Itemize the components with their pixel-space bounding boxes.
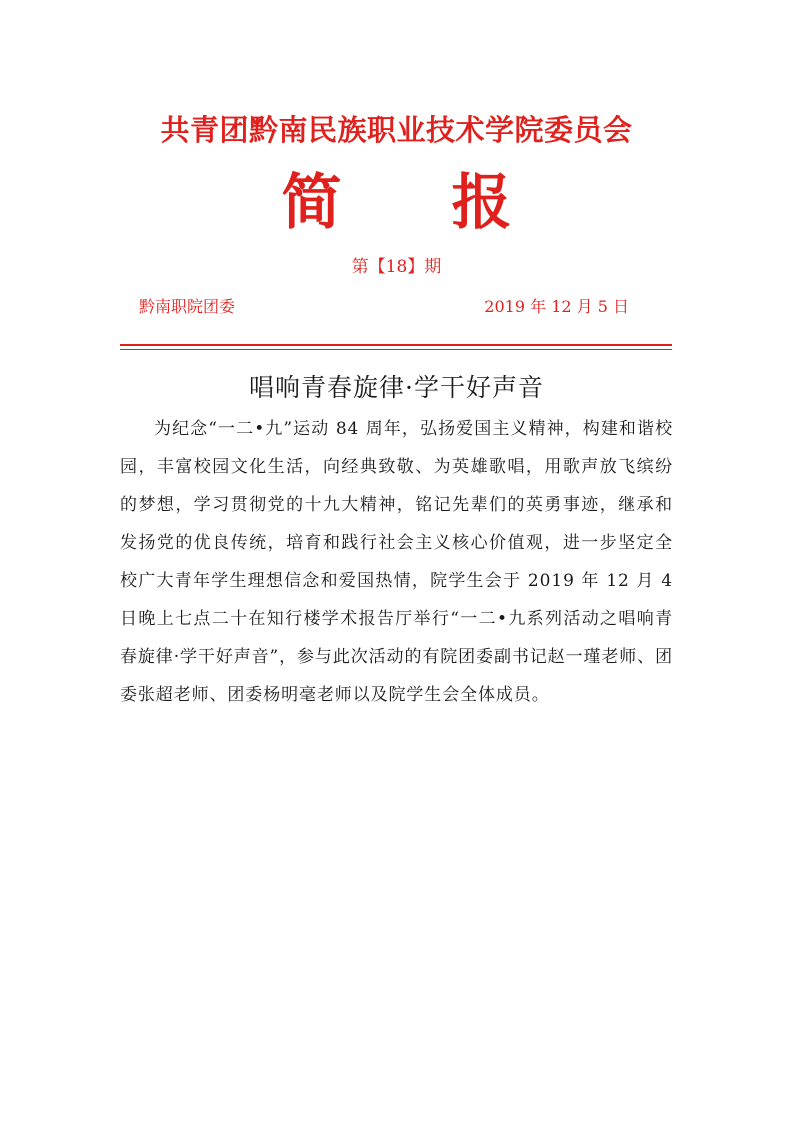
issuer-name: 黔南职院团委 [139, 297, 236, 316]
issue-number: 第【18】期 [351, 257, 442, 277]
header-divider-thick [120, 344, 672, 346]
article-body: 为纪念“一二•九”运动 84 周年，弘扬爱国主义精神，构建和谐校园，丰富校园文化生活，向经典致敬、为英雄歌唱，用歌声放飞缤纷的梦想，学习贯彻党的十九大精神，铭记先辈们的英勇事迹，继承和发扬党的优良传统，培育和践行社会主义核心价值观，进一步坚定全校广大青年学生理想信念和爱国热情，院学生会于 2019 年 12 月 4 日晚上七点二十在知行楼学术报告厅举行“一二•九系列活动之唱响青春旋律·学干好声音”，参与此次活动的有院团委副书记赵一瑾老师、团委张超老师、团委杨明毫老师以及院学生会全体成员。 [120, 419, 673, 705]
newsletter-title-char-2: 报 [451, 168, 512, 238]
header-divider-thin [120, 349, 672, 350]
organization-title: 共青团黔南民族职业技术学院委员会 [160, 113, 633, 147]
newsletter-title [0, 168, 793, 238]
issue-date: 2019 年 12 月 5 日 [484, 297, 629, 316]
article-headline: 唱响青春旋律·学干好声音 [249, 373, 544, 402]
newsletter-title-char-1: 简 [281, 168, 342, 238]
issuer-date-row [139, 294, 629, 317]
